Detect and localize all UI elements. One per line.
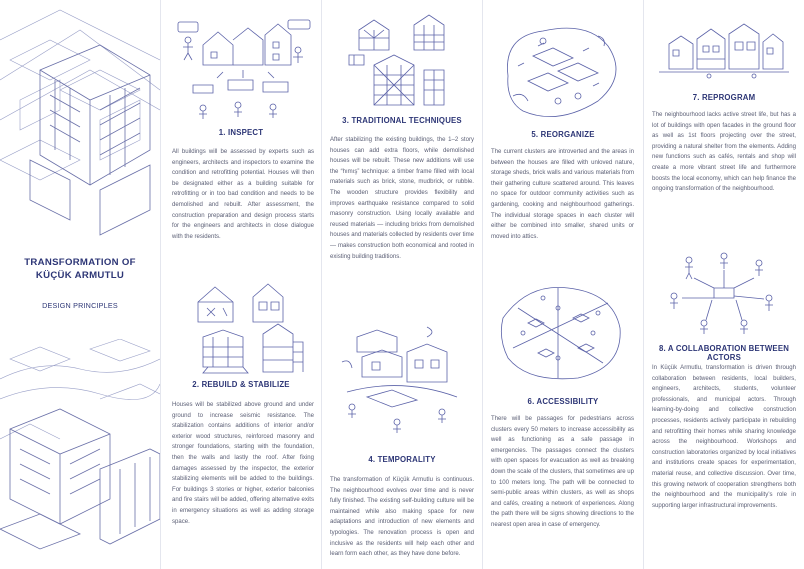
aerial-sketch-bottom-icon bbox=[0, 339, 160, 569]
panel-reorganize-accessibility bbox=[483, 0, 643, 569]
accessibility-body: There will be passages for pedestrians across clusters every 50 meters to increase accessibility as well as functioning as a safe passage in emergencies. The passages connect the clusters with open spaces for evacuation as well as breaking down the scale of the clusters, that sometimes are up to 100 meters long. The path will be connected to semi-public areas within clusters, as well as shops and cafés, creating a network of experiences. Along the path there will be signs showing directions to the nearest open area in case of emergency. bbox=[491, 416, 634, 528]
inspect-body: All buildings will be assessed by experts such as engineers, architects and inspectors to examine the condition and retrofitting potential. Houses will then be designated either as a building suitable for retrofitting or in too bad condition and needs to be demolished and rebuilt. After assessment, the construction preparation and design process starts for the engineers and architects in close dialogue with the residents. bbox=[172, 149, 314, 240]
cover-panel bbox=[0, 0, 160, 569]
panel-traditional-temporality bbox=[322, 0, 482, 569]
accessibility-sketch-icon bbox=[498, 278, 628, 388]
rebuild-sketch-icon bbox=[173, 272, 313, 382]
temporality-heading: 4. TEMPORALITY bbox=[368, 455, 436, 464]
collaboration-body: In Küçük Armutlu, transformation is driven through collaboration between residents, local builders, engineers, architects, students, volunteer professionals, and municipal actors. Through learning-by-doing and collective construction processes, residents actively participate in rebuilding and retrofitting their homes while sharing knowledge across the neighbourhood. Workshops and construction laboratories organized by local initiatives and institutions create spaces for experimentation, material reuse, and collective discussion. Over time, this growing network of cooperation strengthens both the neighbourhood and the municipality’s role in supporting larger infrastructural improvements. bbox=[652, 365, 796, 509]
reprogram-sketch-icon bbox=[659, 14, 789, 84]
traditional-body: After stabilizing the existing buildings, the 1–2 story houses can add extra floors, while demolished houses will be rebuilt. These new additions will use the “hımış” technique: a timber frame filled with local materials such as brick, stone, mudbrick, or rubble. The wooden structure provides flexibility and improves earthquake resistance compared to solid masonry construction. Using locally available and reused materials — including bricks from demolished houses and materials collected by residents over time — makes construction both economical and rooted in existing building traditions. bbox=[330, 137, 474, 260]
temporality-sketch-icon bbox=[337, 322, 467, 442]
cover-subtitle: DESIGN PRINCIPLES bbox=[42, 301, 118, 310]
rebuild-heading: 2. REBUILD & STABILIZE bbox=[192, 380, 290, 389]
collaboration-heading: 8. A COLLABORATION BETWEEN ACTORS bbox=[658, 344, 790, 362]
collaboration-sketch-icon bbox=[664, 248, 784, 338]
reprogram-heading: 7. REPROGRAM bbox=[692, 93, 756, 102]
reorganize-heading: 5. REORGANIZE bbox=[531, 130, 595, 139]
reorganize-body: The current clusters are introverted and the areas in between the houses are filled with unloved nature, storage sheds, brick walls and various materials from their gathering culture scattered around. This leaves no space for outdoor community activities such as gardening, cooking and neighbourhood gatherings. The individual storage spaces in each cluster will either be combined into smaller, shared units or moved into attics. bbox=[491, 149, 634, 240]
panel-inspect-rebuild bbox=[161, 0, 321, 569]
accessibility-heading: 6. ACCESSIBILITY bbox=[527, 397, 599, 406]
inspect-sketch-icon bbox=[173, 10, 313, 125]
cover-title-line1: TRANSFORMATION OF bbox=[24, 257, 136, 268]
inspect-heading: 1. INSPECT bbox=[218, 128, 264, 137]
panel-reprogram-collaboration bbox=[644, 0, 804, 569]
aerial-sketch-top-icon bbox=[0, 0, 160, 240]
traditional-sketch-icon bbox=[344, 10, 464, 110]
traditional-heading: 3. TRADITIONAL TECHNIQUES bbox=[342, 116, 462, 125]
reorganize-sketch-icon bbox=[498, 16, 628, 126]
cover-title-line2: KÜÇÜK ARMUTLU bbox=[35, 270, 125, 281]
reprogram-body: The neighbourhood lacks active street life, but has a lot of buildings with open facades in the ground floor as well as 1st floors projecting over the street, providing a natural shelter from the elements. Adding new functions such as cafés, rentals and shop will create a more vibrant street life and furthermore boosts the local economy, which can help finance the ongoing transformation of the neighbourhood. bbox=[652, 112, 796, 193]
temporality-body: The transformation of Küçük Armutlu is continuous. The neighbourhood evolves over time and is never fully finished. The existing self-building culture will be maintained while also making space for new adaptations and introduction of new elements and typologies. The renovation process is open and inclusive as the residents will help each other and learn form each other, as they have done before. bbox=[330, 477, 474, 558]
rebuild-body: Houses will be stabilized above ground and under ground to increase seismic resistance. The stabilization contains additions of interior and/or exterior wood structures, reinforced masonry and stronger foundations, starting with the foundation, then the walls and lastly the roof. After fixing damages assessed by the inspector, the exterior stabilizing elements will be added to the buildings. For buildings 3 stories or higher, exterior balconies and fire stairs will be added, offering alternative exits in emergency situations as well as adding storage space. bbox=[172, 402, 314, 525]
